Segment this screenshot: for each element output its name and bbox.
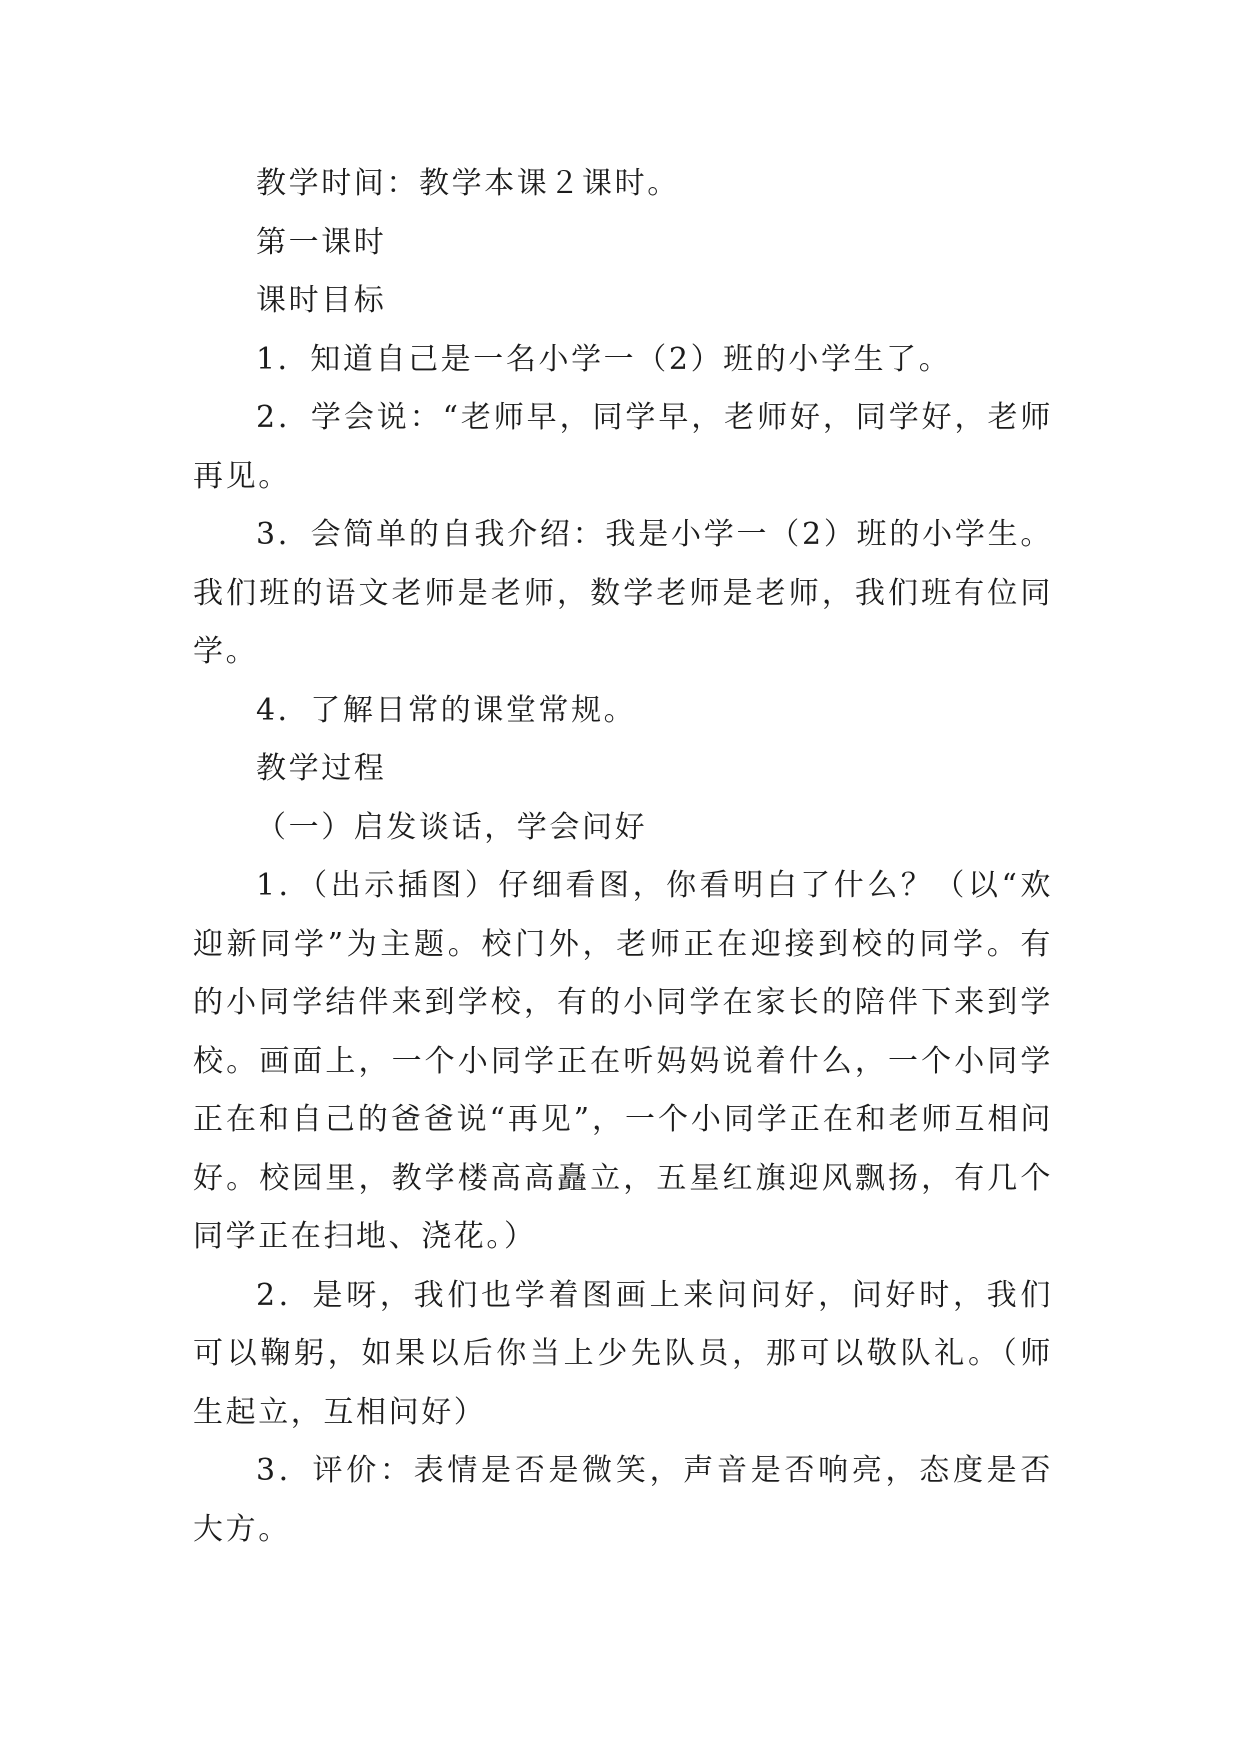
process-step-1: 1．（出示插图）仔细看图，你看明白了什么？（以“欢迎新同学”为主题。校门外，老师正在迎接到校的同学。有的小同学结伴来到学校，有的小同学在家长的陪伴下来到学校。画面上，一个小同学正在听妈妈说着什么，一个小同学正在和自己的爸爸说“再见”，一个小同学正在和老师互相问好。校园里，教学楼高高矗立，五星红旗迎风飘扬，有几个同学正在扫地、浇花。） xyxy=(193,868,1053,1254)
goal-item-4: 4．了解日常的课堂常规。 xyxy=(256,692,637,728)
goal-item-3: 3．会简单的自我介绍：我是小学一（2）班的小学生。我们班的语文老师是老师，数学老师是老师，我们班有位同学。 xyxy=(193,517,1053,669)
lesson-one-heading: 第一课时 xyxy=(256,224,387,260)
lesson-goals-heading: 课时目标 xyxy=(256,283,387,318)
process-step-3: 3．评价：表情是否是微笑，声音是否响亮，态度是否大方。 xyxy=(193,1453,1053,1547)
goal-item-2: 2．学会说：“老师早，同学早，老师好，同学好，老师再见。 xyxy=(193,400,1053,494)
goal-item-1: 1．知道自己是一名小学一（2）班的小学生了。 xyxy=(256,341,952,377)
document-body xyxy=(193,155,1053,1559)
teaching-time-line: 教学时间：教学本课２课时。 xyxy=(256,166,680,201)
section-one-heading: （一）启发谈话，学会问好 xyxy=(256,809,648,845)
process-step-2: 2．是呀，我们也学着图画上来问问好，问好时，我们可以鞠躬，如果以后你当上少先队员，那可以敬队礼。（师生起立，互相问好） xyxy=(193,1277,1053,1430)
teaching-process-heading: 教学过程 xyxy=(256,751,387,786)
